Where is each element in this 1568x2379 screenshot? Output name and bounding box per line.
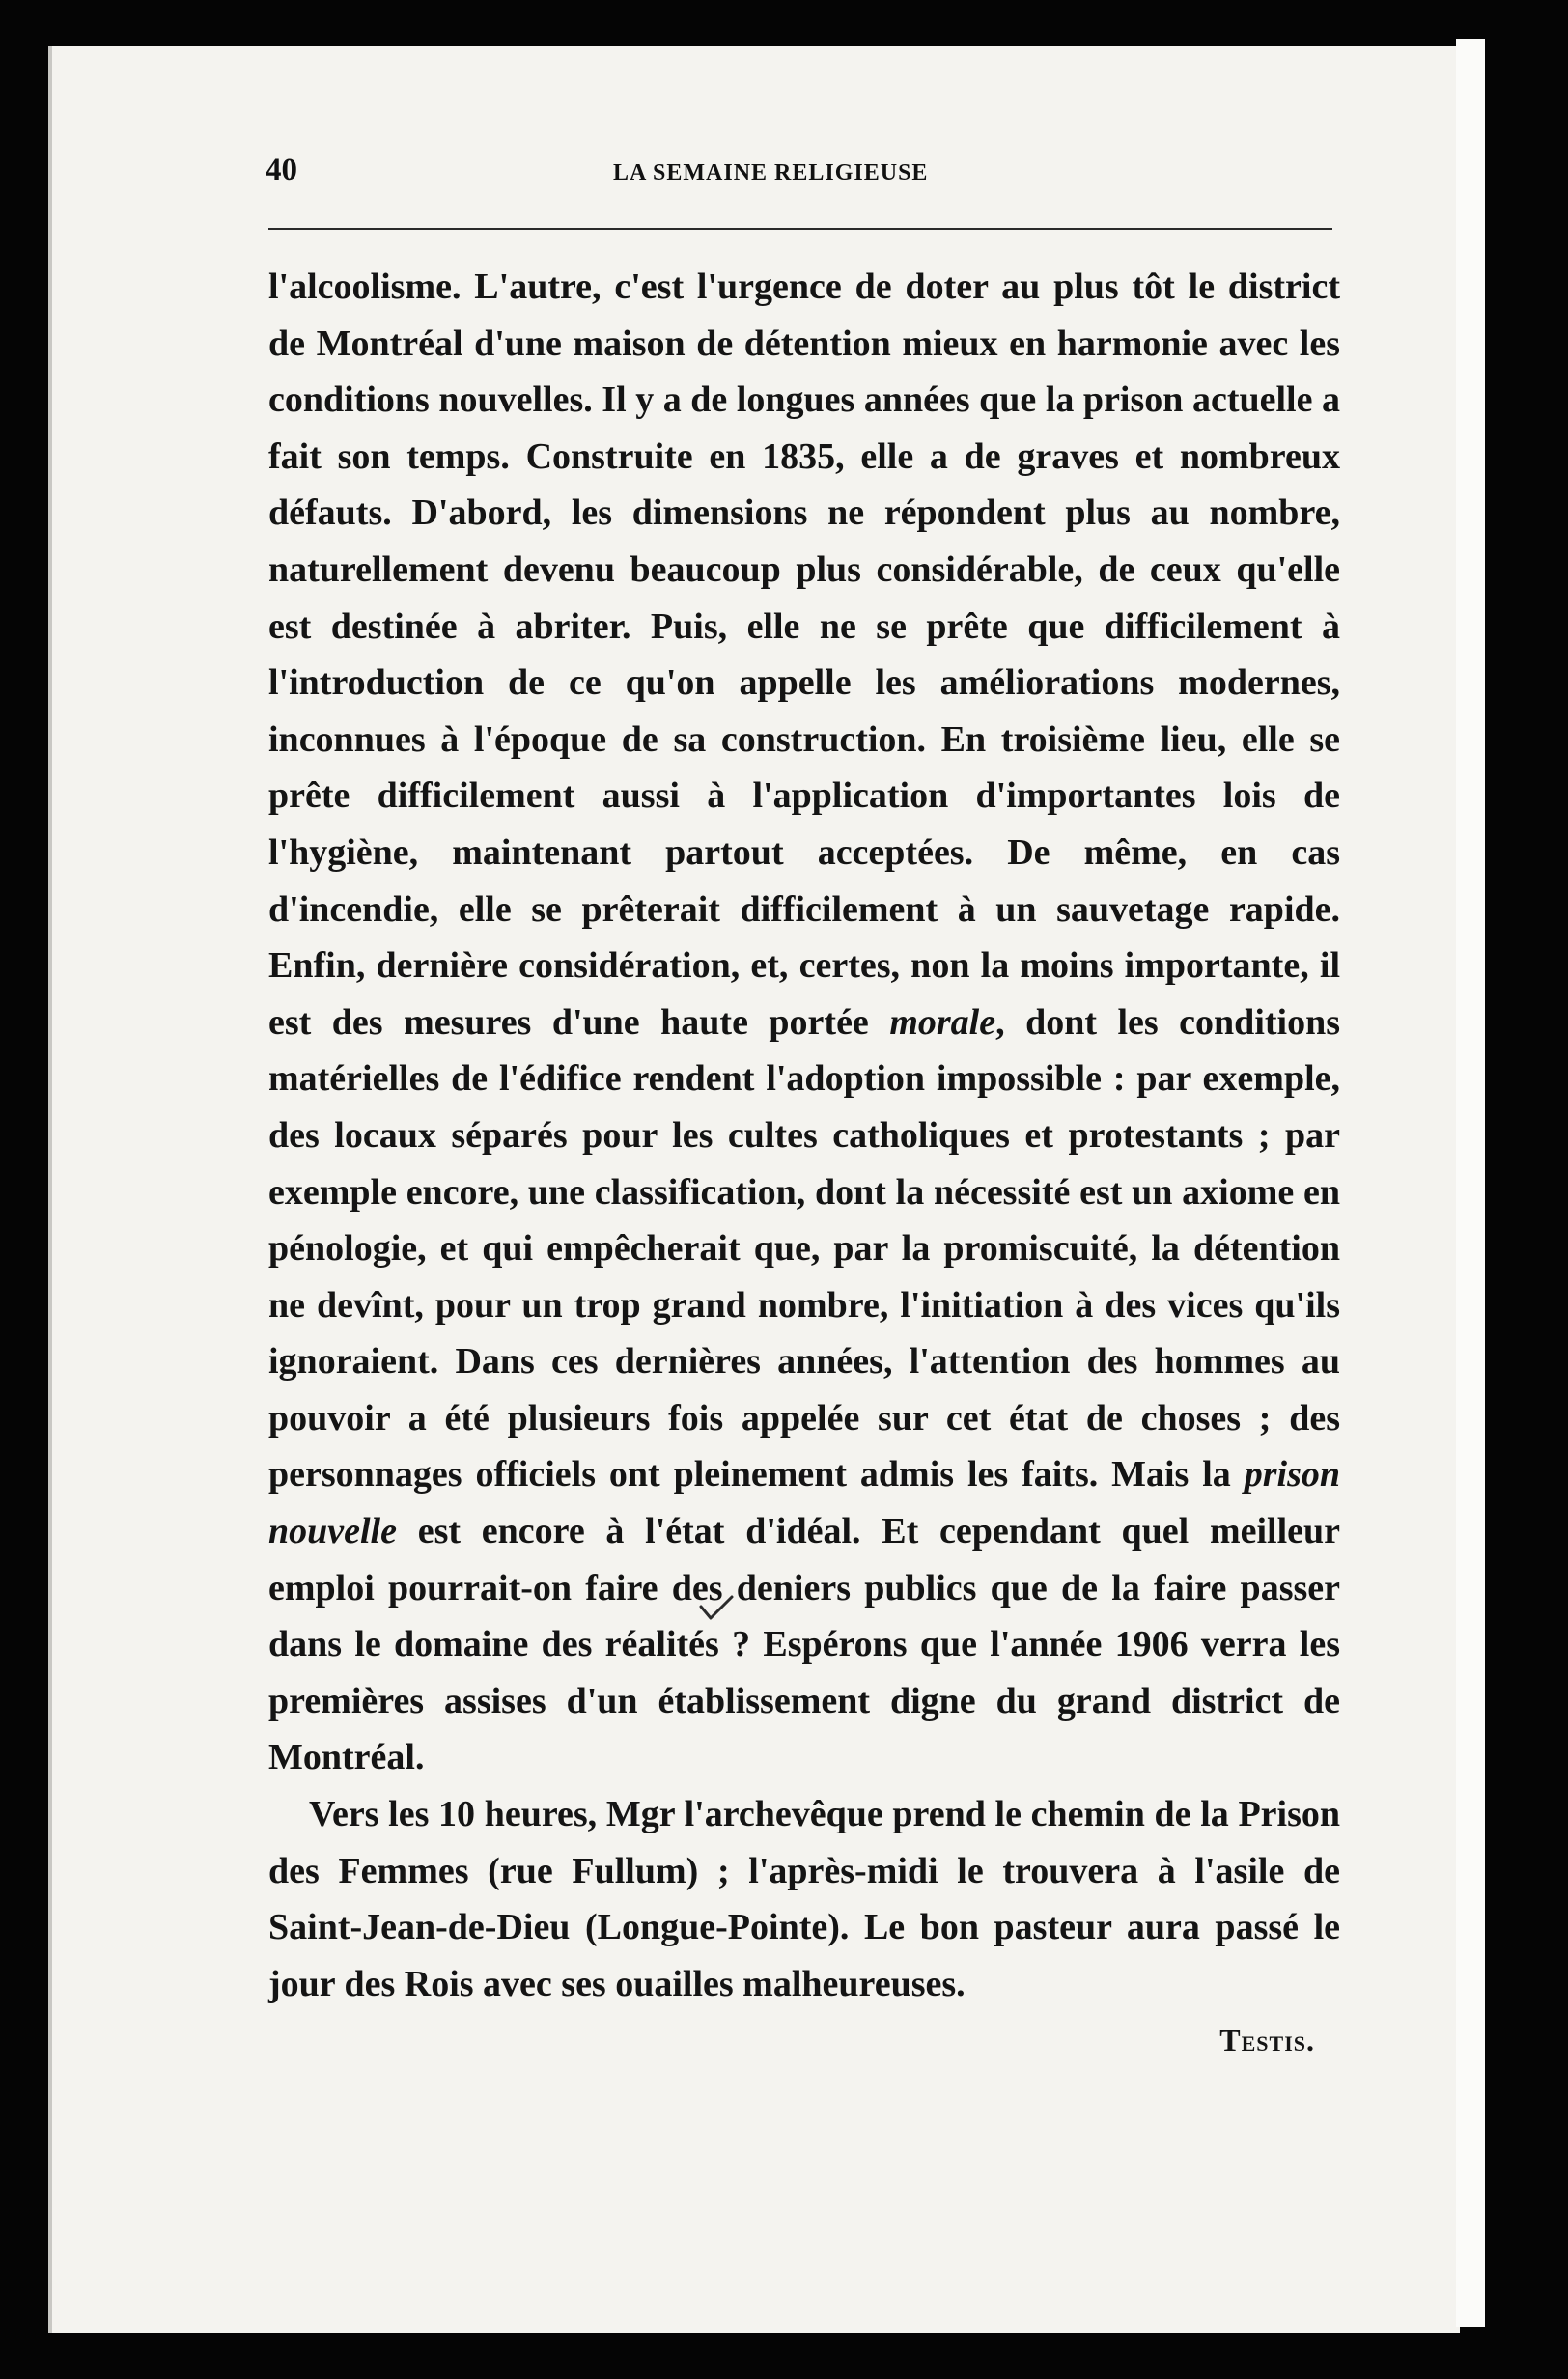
text-run: , dont les conditions matérielles de l'édifice rendent l'adoption impossible : par exemple, des locaux séparés pour les cultes catholiques et protestants ; par exemple encore, une classification, dont la nécessité est un axiome en pénologie, et qui empêcherait que, par la promiscuité, la détention ne devînt, pour un trop grand nombre, l'initiation à des vices qu'ils ignoraient. Dans ces dernières années, l'attention des hommes au pouvoir a été plusieurs fois appelée sur cet état de choses ; des personnages officiels ont pleinement admis les faits. Mais la	[268, 1001, 1341, 1496]
pencil-check-mark-icon	[697, 1593, 736, 1626]
page-edge	[1456, 39, 1485, 2327]
paragraph	[268, 259, 1340, 1786]
article-body	[268, 259, 1340, 2068]
text-run: est encore à l'état d'idéal. Et cependant quel meilleur emploi pourrait-on faire des deniers publics que de la faire passer dans le domaine des réalités ? Espérons que l'année 1906 verra les premières assises d'un établissement digne du grand district de Montréal.	[268, 1511, 1341, 1778]
paragraph	[268, 1786, 1340, 2012]
italic-word: morale	[889, 1001, 996, 1043]
text-run: Vers les 10 heures, Mgr l'archevêque prend le chemin de la Prison des Femmes (rue Fullum) ; l'après-midi le trouvera à l'asile de Saint-Jean-de-Dieu (Longue-Pointe). Le bon pasteur aura passé le jour des Rois avec ses ouailles malheureuses.	[268, 1794, 1340, 2004]
text-run: l'alcoolisme. L'autre, c'est l'urgence de doter au plus tôt le district de Montréal d'une maison de détention mieux en harmonie avec les conditions nouvelles. Il y a de longues années que la prison actuelle a fait son temps. Construite en 1835, elle a de graves et nombreux défauts. D'abord, les dimensions ne répondent plus au nombre, naturellement devenu beaucoup plus considérable, de ceux qu'elle est destinée à abriter. Puis, elle ne se prête que difficilement à l'introduction de ce qu'on appelle les améliorations modernes, inconnues à l'époque de sa construction. En troisième lieu, elle se prête difficilement aussi à l'application d'importantes lois de l'hygiène, maintenant partout acceptées. De même, en cas d'incendie, elle se prêterait difficilement à un sauvetage rapide. Enfin, dernière considération, et, certes, non la moins importante, il est des mesures d'une haute portée	[268, 266, 1340, 1043]
italic-phrase: prison nouvelle	[268, 1454, 1340, 1553]
page-number: 40	[266, 153, 297, 187]
running-head: LA SEMAINE RELIGIEUSE	[613, 160, 929, 185]
header-rule	[268, 228, 1332, 230]
signature: Testis.	[1219, 2023, 1315, 2058]
page-header	[266, 153, 1332, 201]
